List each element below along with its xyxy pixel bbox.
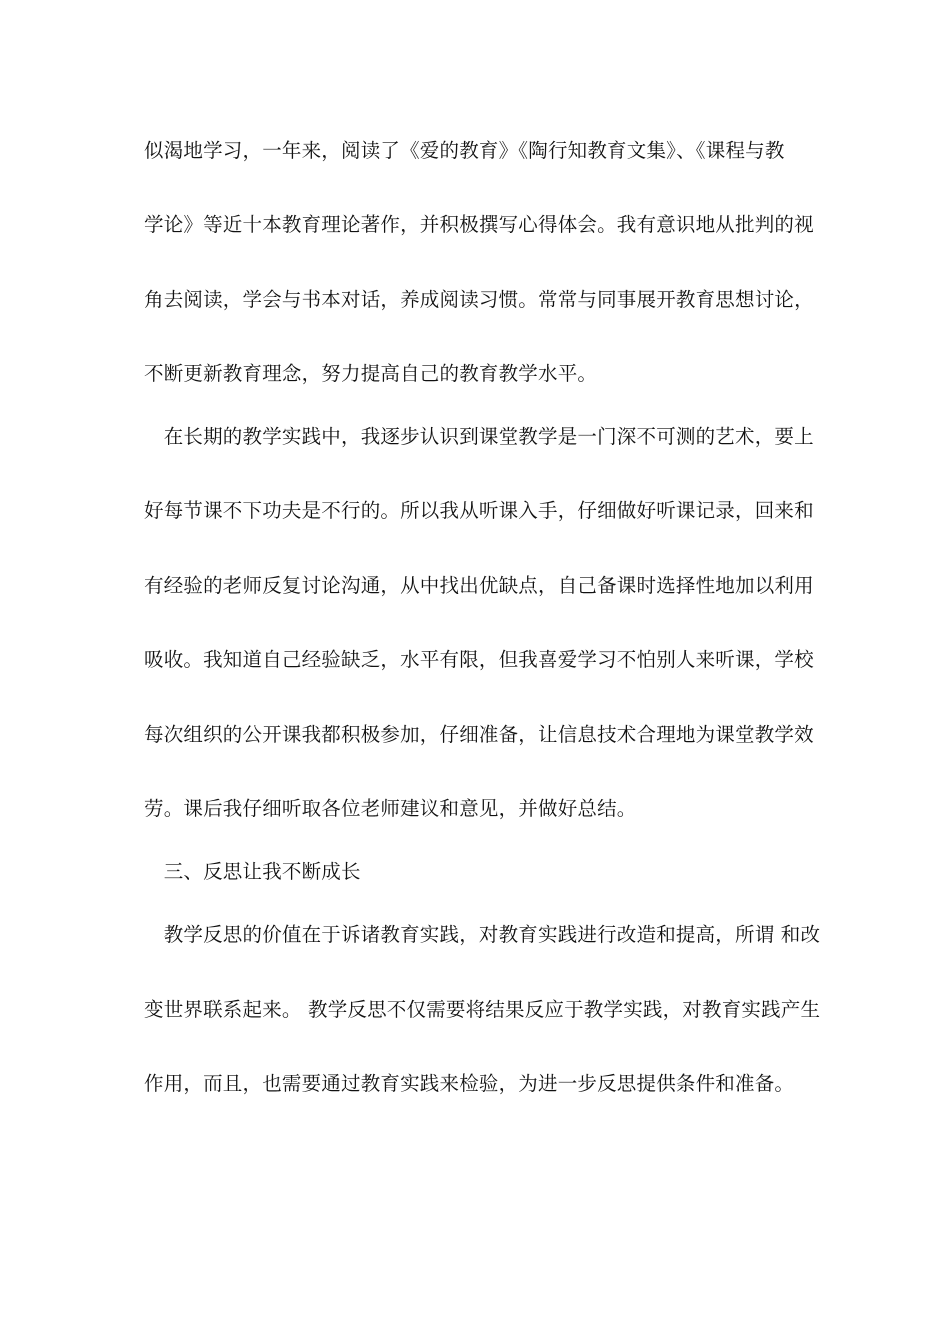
text-line: 学论》等近十本教育理论著作，并积极撰写心得体会。我有意识地从批判的视 [144, 213, 814, 236]
section-heading: 三、反思让我不断成长 [144, 860, 361, 883]
text-line: 教学反思的价值在于诉诸教育实践，对教育实践进行改造和提高，所谓 和改 [144, 923, 821, 946]
text-line: 每次组织的公开课我都积极参加，仔细准备，让信息技术合理地为课堂教学效 [144, 723, 814, 746]
text-line: 作用，而且，也需要通过教育实践来检验，为进一步反思提供条件和准备。 [144, 1072, 795, 1095]
text-line: 在长期的教学实践中，我逐步认识到课堂教学是一门深不可测的艺术，要上 [144, 425, 814, 448]
text-line: 吸收。我知道自己经验缺乏，水平有限，但我喜爱学习不怕别人来听课，学校 [144, 648, 814, 671]
text-line: 角去阅读，学会与书本对话，养成阅读习惯。常常与同事展开教育思想讨论， [144, 288, 814, 311]
text-line: 劳。课后我仔细听取各位老师建议和意见，并做好总结。 [144, 797, 637, 820]
text-line: 似渴地学习，一年来，阅读了《爱的教育》《陶行知教育文集》、《课程与教 [144, 139, 785, 162]
text-line: 有经验的老师反复讨论沟通，从中找出优缺点，自己备课时选择性地加以利用 [144, 574, 814, 597]
text-line: 不断更新教育理念，努力提高自己的教育教学水平。 [144, 362, 598, 385]
text-line: 变世界联系起来。 教学反思不仅需要将结果反应于教学实践，对教育实践产生 [144, 998, 821, 1021]
text-line: 好每节课不下功夫是不行的。所以我从听课入手，仔细做好听课记录，回来和 [144, 499, 814, 522]
